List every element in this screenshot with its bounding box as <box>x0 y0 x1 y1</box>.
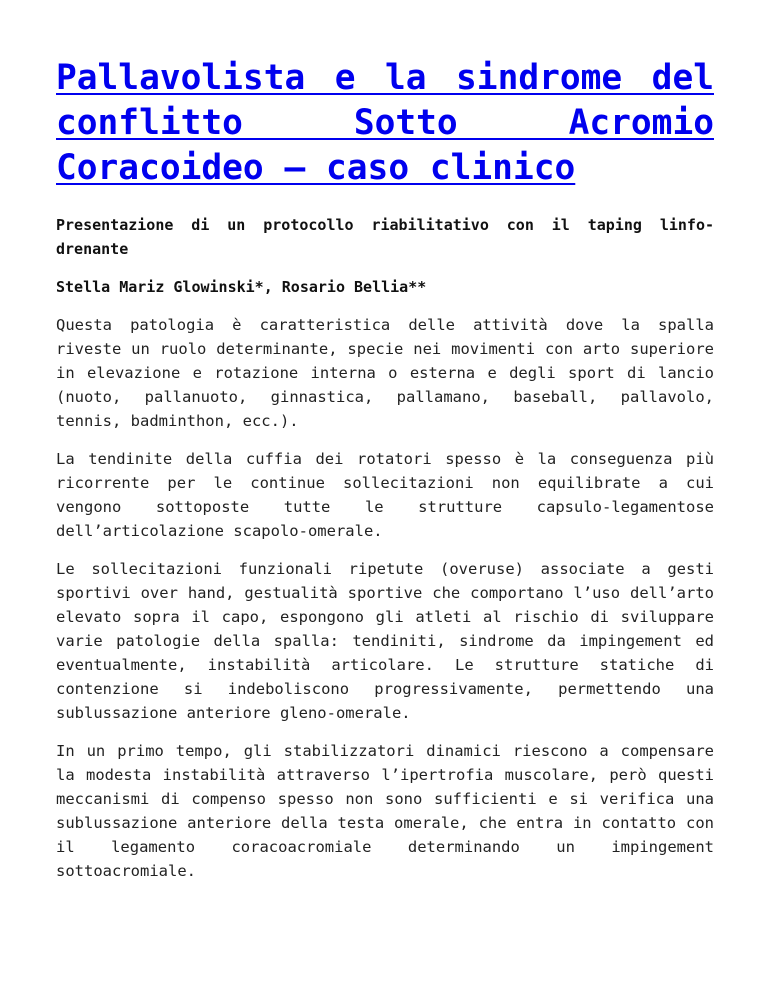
body-paragraph: Le sollecitazioni funzionali ripetute (overuse) associate a gesti sportivi over hand, gestualità sportive che comportano l’uso dell’arto elevato sopra il capo, espongono gli atleti al rischio di sviluppare varie patologie della spalla: tendiniti, sindrome da impingement ed eventualmente, instabilità articolare. Le strutture statiche di contenzione si indeboliscono progressivamente, permettendo una sublussazione anteriore gleno-omerale. <box>56 560 714 722</box>
article <box>56 56 714 883</box>
body-paragraph: In un primo tempo, gli stabilizzatori dinamici riescono a compensare la modesta instabilità attraverso l’ipertrofia muscolare, però questi meccanismi di compenso spesso non sono sufficienti e si verifica una sublussazione anteriore della testa omerale, che entra in contatto con il legamento coracoacromiale determinando un impingement sottoacromiale. <box>56 742 714 880</box>
article-title <box>56 56 714 191</box>
article-authors: Stella Mariz Glowinski*, Rosario Bellia** <box>56 278 427 296</box>
article-title-link[interactable]: Pallavolista e la sindrome del conflitto Sotto Acromio Coracoideo – caso clinico <box>56 58 714 188</box>
body-paragraph: La tendinite della cuffia dei rotatori spesso è la conseguenza più ricorrente per le continue sollecitazioni non equilibrate a cui vengono sottoposte tutte le strutture capsulo-legamentose dell’articolazione scapolo-omerale. <box>56 450 714 540</box>
article-subtitle: Presentazione di un protocollo riabilitativo con il taping linfo-drenante <box>56 216 714 258</box>
body-paragraph: Questa patologia è caratteristica delle attività dove la spalla riveste un ruolo determinante, specie nei movimenti con arto superiore in elevazione e rotazione interna o esterna e degli sport di lancio (nuoto, pallanuoto, ginnastica, pallamano, baseball, pallavolo, tennis, badminthon, ecc.). <box>56 316 714 430</box>
